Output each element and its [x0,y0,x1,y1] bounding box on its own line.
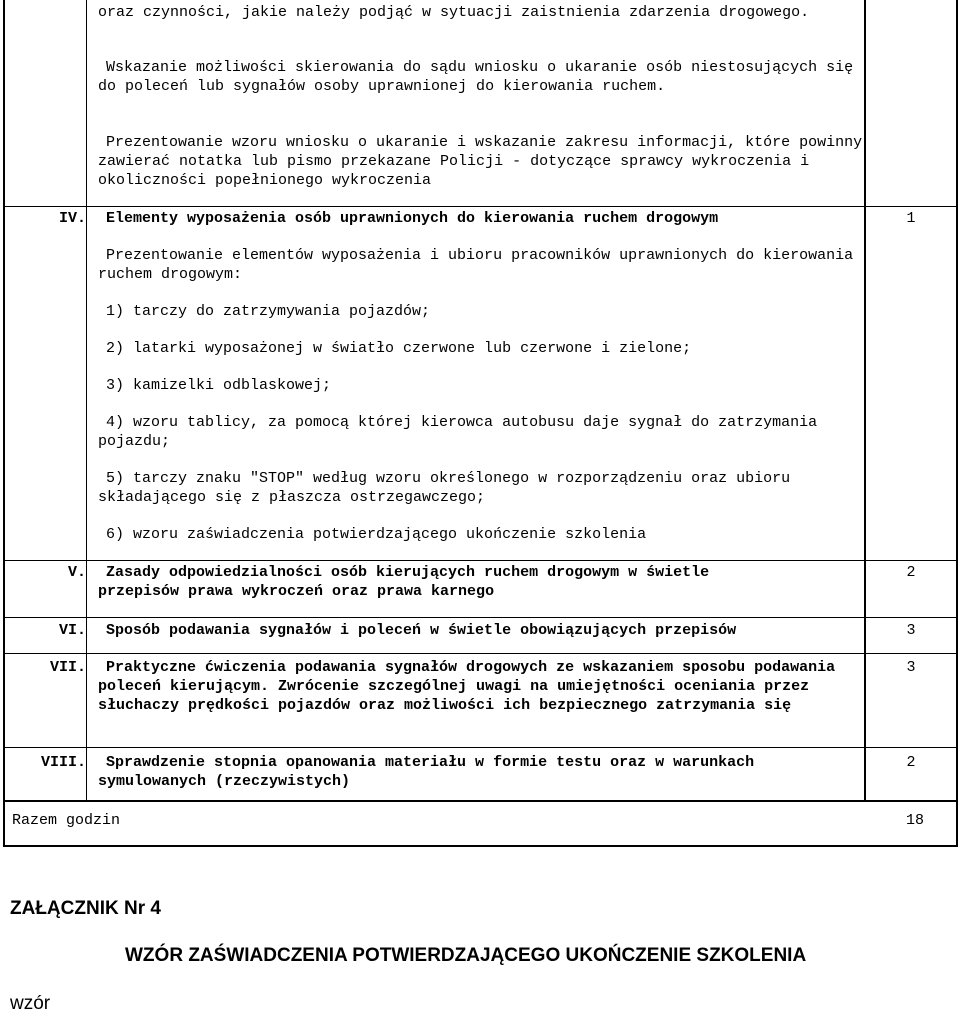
section-number-vii: VII. [49,659,86,676]
section-title-viii: Sprawdzenie stopnia opanowania materiału w formie testu oraz w warunkach symulowanych (rzeczywistych) [98,754,755,790]
row-divider-v [3,560,958,561]
total-hours-value: 18 [905,812,924,829]
section-title-vii: Praktyczne ćwiczenia podawania sygnałów drogowych ze wskazaniem sposobu podawania poleceń kierującym. Zwrócenie szczególnej uwagi na umiejętności oceniania przez słuchaczy prędkości pojazdów oraz możliwości ich bezpiecznego zatrzymania się [98,659,836,714]
row-divider-viii [3,747,958,748]
section-hours-viii: 2 [906,754,916,771]
annex-footer: wzór [10,993,51,1014]
annex-heading: ZAŁĄCZNIK Nr 4 [10,898,161,919]
column-divider-left [86,0,87,800]
table-bottom-border [3,845,958,847]
section-title-iv: Elementy wyposażenia osób uprawnionych do kierowania ruchem drogowym [106,210,719,227]
annex-subtitle: WZÓR ZAŚWIADCZENIA POTWIERDZAJĄCEGO UKOŃCZENIE SZKOLENIA [125,945,807,966]
section-title-v: Zasady odpowiedzialności osób kierujących ruchem drogowym w świetle przepisów prawa wykroczeń oraz prawa karnego [98,564,710,600]
motion-template-paragraph: Prezentowanie wzoru wniosku o ukaranie i wskazanie zakresu informacji, które powinny zawierać notatka lub pismo przekazane Policji - dotyczące sprawcy wykroczenia i okoliczności popełnionego wykroczenia [98,134,863,189]
row-divider-vi [3,617,958,618]
total-hours-label: Razem godzin [12,812,121,829]
section-hours-v: 2 [906,564,916,581]
continuation-paragraph: oraz czynności, jakie należy podjąć w sytuacji zaistnienia zdarzenia drogowego. [98,4,810,21]
equipment-item: 6) wzoru zaświadczenia potwierdzającego ukończenie szkolenia [106,526,647,543]
row-divider-iv [3,206,958,207]
section-title-vi: Sposób podawania sygnałów i poleceń w świetle obowiązujących przepisów [106,622,737,639]
section-hours-iv: 1 [906,210,916,227]
equipment-item: 5) tarczy znaku "STOP" według wzoru określonego w rozporządzeniu oraz ubioru składającego się z płaszcza ostrzegawczego; [98,470,791,506]
row-divider-total [3,800,958,802]
table-right-border [956,0,958,847]
section-number-vi: VI. [58,622,86,639]
equipment-item: 4) wzoru tablicy, za pomocą której kierowca autobusu daje sygnał do zatrzymania pojazdu; [98,414,818,450]
column-divider-right [864,0,866,800]
section-number-v: V. [67,564,86,581]
section-hours-vii: 3 [906,659,916,676]
court-referral-paragraph: Wskazanie możliwości skierowania do sądu wniosku o ukaranie osób niestosujących się do poleceń lub sygnałów osoby uprawnionej do kierowania ruchem. [98,59,854,95]
equipment-intro: Prezentowanie elementów wyposażenia i ubioru pracowników uprawnionych do kierowania ruchem drogowym: [98,247,854,283]
equipment-item: 2) latarki wyposażonej w światło czerwone lub czerwone i zielone; [106,340,692,357]
section-number-viii: VIII. [40,754,86,771]
table-left-border [3,0,5,847]
section-hours-vi: 3 [906,622,916,639]
equipment-item: 3) kamizelki odblaskowej; [106,377,332,394]
equipment-item: 1) tarczy do zatrzymywania pojazdów; [106,303,431,320]
row-divider-vii [3,653,958,654]
section-number-iv: IV. [58,210,86,227]
